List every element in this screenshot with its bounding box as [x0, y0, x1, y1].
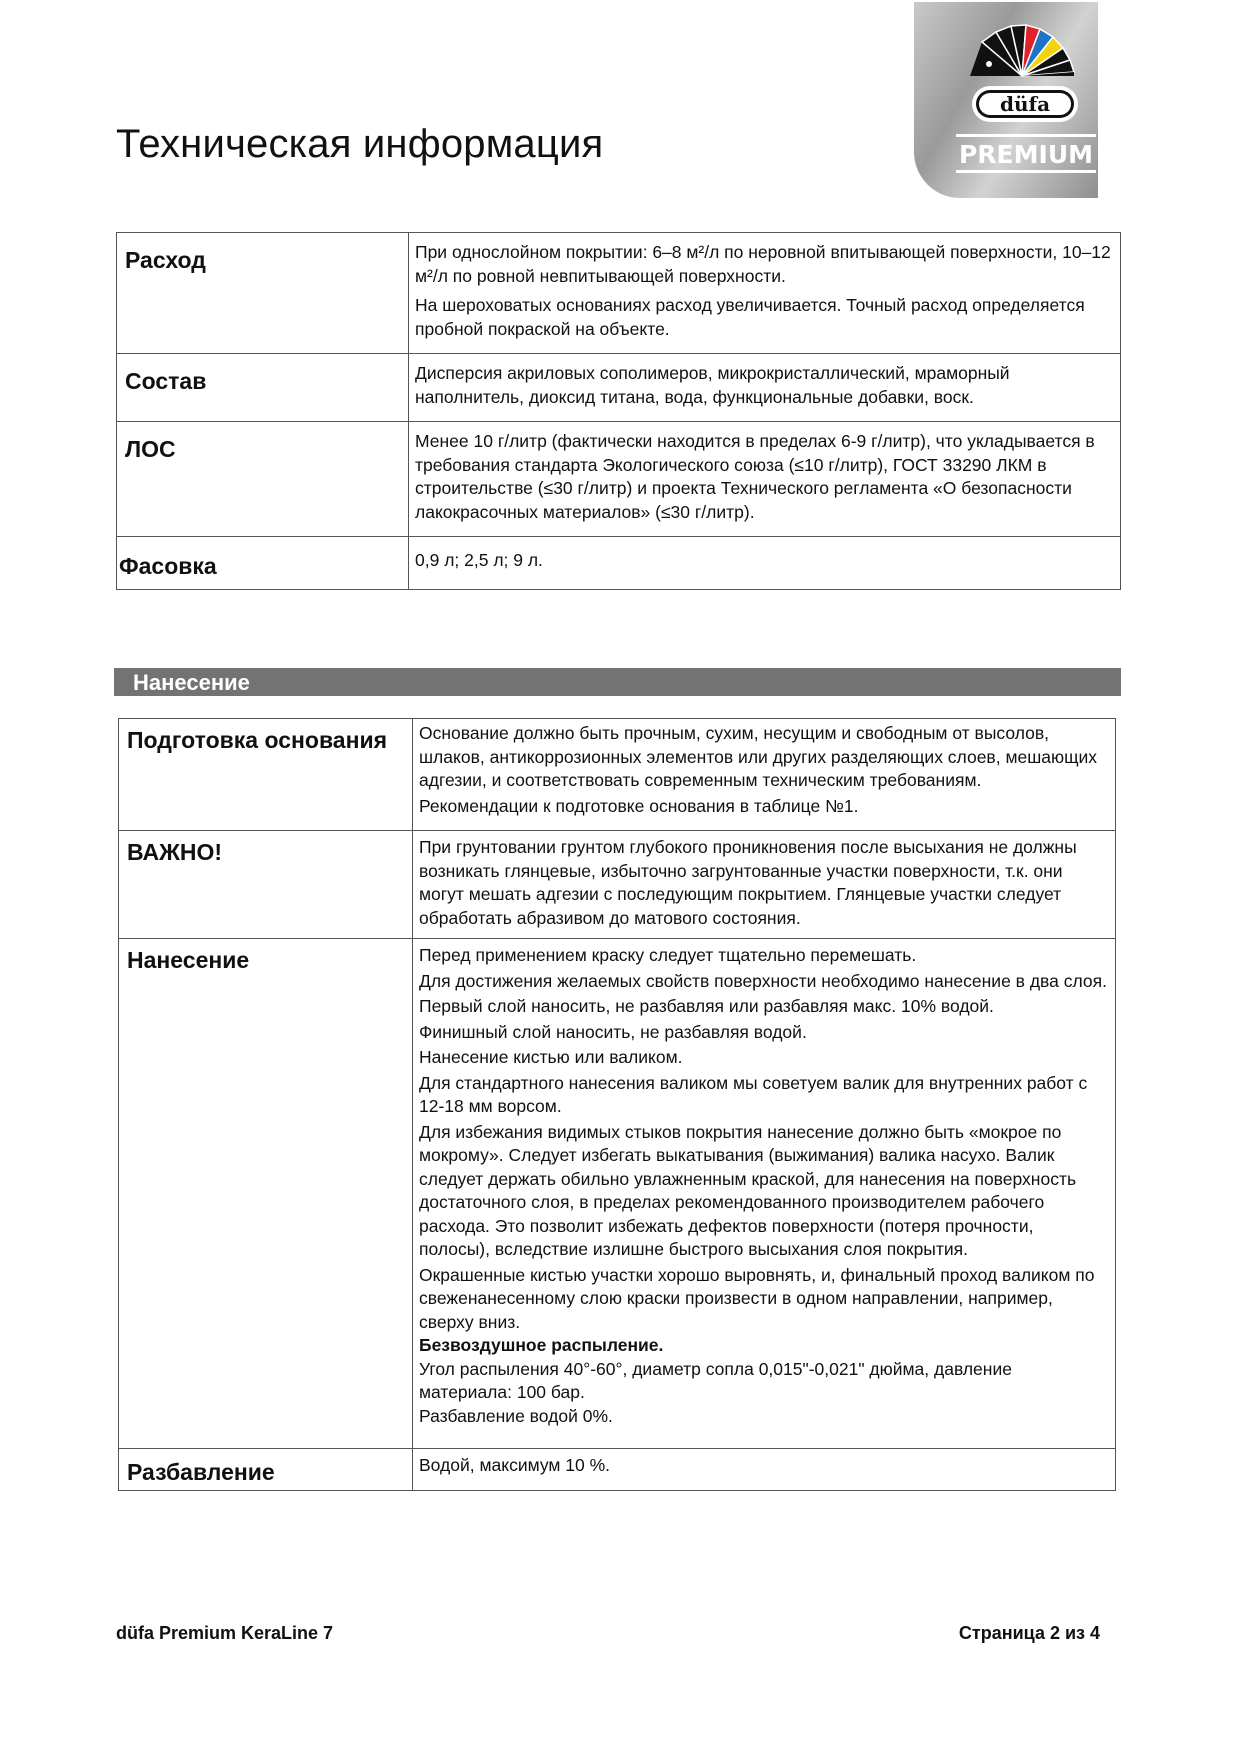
paragraph: Для избежания видимых стыков покрытия нанесение должно быть «мокрое по мокрому». Следует избегать выкатывания (выжимания) валика насухо. Валик следует держать обильно увлажненным краской, для нанесения на поверхность достаточного слоя, в пределах рекомендованного производителем рабочего расхода. Это позволит избежать дефектов поверхности (потеря прочности, полосы), вследствие излишне быстрого высыхания слоя покрытия. [419, 1121, 1077, 1259]
row-value [413, 939, 1116, 1449]
row-label: Расход [117, 233, 409, 354]
airless-spray-heading: Безвоздушное распыление. [419, 1335, 664, 1355]
row-value [413, 1449, 1116, 1491]
row-value [409, 422, 1121, 537]
paragraph: Для стандартного нанесения валиком мы советуем валик для внутренних работ с 12-18 мм ворсом. [419, 1072, 1088, 1116]
row-value [413, 831, 1116, 939]
row-label: Фасовка [117, 537, 409, 590]
table-row-packaging [117, 537, 1121, 590]
paragraph: Окрашенные кистью участки хорошо выровнять, и, финальный проход валиком по свеженанесенному слою краски произвести в одном направлении, например, сверху вниз. [419, 1264, 1095, 1332]
row-value [409, 537, 1121, 590]
table-row-surface-prep [119, 719, 1116, 831]
paragraph: Рекомендации к подготовке основания в таблице №1. [419, 795, 859, 816]
paragraph: Разбавление водой 0%. [419, 1405, 613, 1426]
row-label: Нанесение [119, 939, 413, 1449]
paragraph: Водой, максимум 10 %. [419, 1455, 611, 1475]
paragraph: Менее 10 г/литр (фактически находится в пределах 6-9 г/литр), что укладывается в требования стандарта Экологического союза (≤10 г/литр), ГОСТ 33290 ЛКМ в строительстве (≤30 г/литр) и проекта Технического регламента «О безопасности лакокрасочных материалов» (≤30 г/литр). [415, 431, 1095, 522]
row-value [413, 719, 1116, 831]
paragraph: Нанесение кистью или валиком. [419, 1047, 683, 1067]
footer-page-number: Страница 2 из 4 [958, 1623, 1100, 1643]
table-row-application [119, 939, 1116, 1449]
table-row-thinning [119, 1449, 1116, 1491]
table-row-voc [117, 422, 1121, 537]
paragraph: Угол распыления 40°-60°, диаметр сопла 0,015"-0,021" дюйма, давление материала: 100 бар. [419, 1358, 1012, 1402]
paragraph: Перед применением краску следует тщательно перемешать. [419, 945, 917, 965]
svg-text:düfa: düfa [999, 92, 1051, 116]
row-value [409, 354, 1121, 422]
section-header-application: Нанесение [114, 668, 1121, 696]
page-title: Техническая информация [116, 122, 604, 166]
properties-table [116, 232, 1121, 590]
application-table [118, 718, 1116, 1491]
paragraph: Первый слой наносить, не разбавляя или разбавляя макс. 10% водой. [419, 996, 994, 1016]
dufa-fan-icon [914, 2, 1098, 198]
brand-logo [914, 2, 1098, 198]
table-row-consumption [117, 233, 1121, 354]
paragraph: Для достижения желаемых свойств поверхности необходимо нанесение в два слоя. [419, 970, 1107, 991]
table-row-important [119, 831, 1116, 939]
paragraph: На шероховатых основаниях расход увеличивается. Точный расход определяется пробной покраской на объекте. [415, 295, 1085, 339]
paragraph: Дисперсия акриловых сополимеров, микрокристаллический, мраморный наполнитель, диоксид титана, вода, функциональные добавки, воск. [415, 363, 1010, 407]
table-row-composition [117, 354, 1121, 422]
row-label: Состав [117, 354, 409, 422]
row-value [409, 233, 1121, 354]
paragraph: При грунтовании грунтом глубокого проникновения после высыхания не должны возникать глянцевые, избыточно загрунтованные участки поверхности, т.к. они могут мешать адгезии с последующим покрытием. Глянцевые участки следует обработать абразивом до матового состояния. [419, 837, 1077, 928]
paragraph: При однослойном покрытии: 6–8 м²/л по неровной впитывающей поверхности, 10–12 м²/л по ровной невпитывающей поверхности. [415, 242, 1111, 286]
footer-product-name: düfa Premium KeraLine 7 [116, 1623, 334, 1643]
row-label: Разбавление [119, 1449, 413, 1491]
paragraph: Финишный слой наносить, не разбавляя водой. [419, 1021, 807, 1042]
svg-text:PREMIUM: PREMIUM [958, 140, 1094, 169]
row-label: Подготовка основания [119, 719, 413, 831]
row-label: ВАЖНО! [119, 831, 413, 939]
paragraph: 0,9 л; 2,5 л; 9 л. [415, 550, 543, 570]
row-label: ЛОС [117, 422, 409, 537]
paragraph: Основание должно быть прочным, сухим, несущим и свободным от высолов, шлаков, антикоррозионных элементов или других разделяющих слоев, мешающих адгезии, и соответствовать современным техническим требованиям. [419, 723, 1098, 790]
